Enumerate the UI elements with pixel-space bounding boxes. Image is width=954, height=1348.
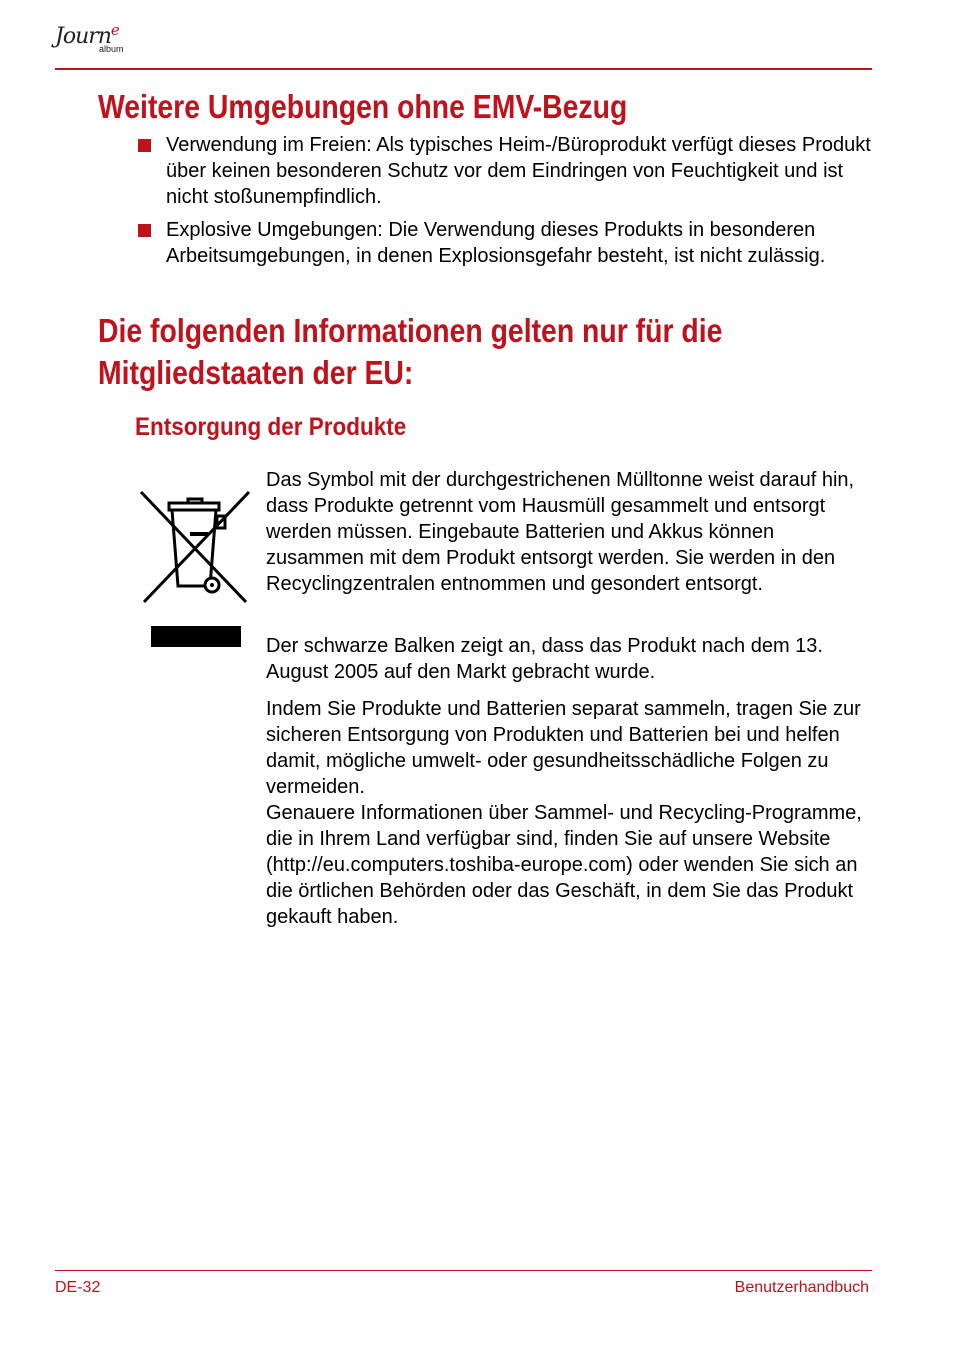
bullet-square-icon <box>138 139 151 152</box>
bullet-text: Explosive Umgebungen: Die Verwendung dieses Produkts in besonderen Arbeitsumgebungen, in denen Explosionsgefahr besteht, ist nicht zulässig. <box>166 219 826 267</box>
page-number: DE-32 <box>55 1279 101 1296</box>
section-title-emv: Weitere Umgebungen ohne EMV-Bezug <box>98 88 628 125</box>
footer-rule <box>55 1270 872 1271</box>
bullet-text: Verwendung im Freien: Als typisches Heim-/Büroprodukt verfügt dieses Produkt über keinen besonderen Schutz vor dem Eindringen von Feuchtigkeit und ist nicht stoßunempfindlich. <box>166 134 871 208</box>
paragraph: Der schwarze Balken zeigt an, dass das Produkt nach dem 13. August 2005 auf den Markt gebracht wurde. <box>266 635 823 683</box>
journe-album-logo <box>55 21 165 64</box>
logo-script: Journ$^e$ <box>55 21 119 49</box>
bullet-square-icon <box>138 224 151 237</box>
crossed-out-wheelie-bin-icon <box>138 488 254 610</box>
paragraph: Das Symbol mit der durchgestrichenen Mülltonne weist darauf hin, dass Produkte getrennt vom Hausmüll gesammelt und entsorgt werden müssen. Eingebaute Batterien und Akkus können zusammen mit dem Produkt entsorgt werden. Sie werden in den Recyclingzentralen entnommen und gesondert entsorgt. <box>266 469 855 595</box>
logo-subtitle: album <box>99 44 124 54</box>
paragraph <box>266 696 871 930</box>
paragraph-sentence: Indem Sie Produkte und Batterien separat sammeln, tragen Sie zur sicheren Entsorgung von Produkten und Batterien bei und helfen damit, mögliche umwelt- oder gesundheitsschädliche Folgen zu vermeiden. <box>266 698 861 798</box>
header-rule <box>55 68 872 70</box>
paragraph-sentence: Genauere Informationen über Sammel- und Recycling-Programme, die in Ihrem Land verfügbar sind, finden Sie auf unsere Website (http://eu.computers.toshiba-europe.com) oder wenden Sie sich an die örtlichen Behörden oder das Geschäft, in dem Sie das Produkt gekauft haben. <box>266 802 862 928</box>
manual-title: Benutzerhandbuch <box>734 1279 869 1296</box>
subsection-title-disposal: Entsorgung der Produkte <box>135 413 407 441</box>
section-title-eu: Die folgenden Informationen gelten nur für die Mitgliedstaaten der EU: <box>98 312 723 391</box>
black-bar-marker <box>151 626 241 647</box>
